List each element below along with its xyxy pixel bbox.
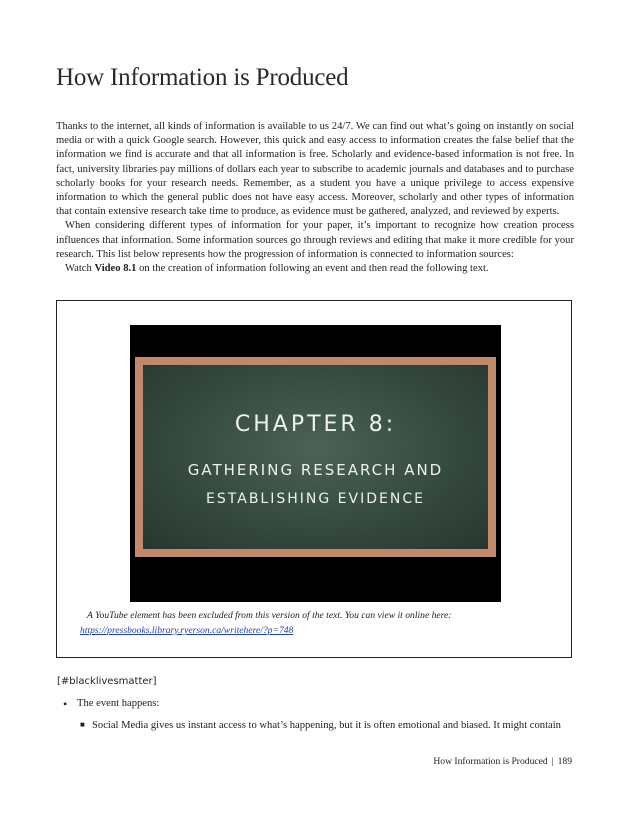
chalkboard-frame <box>135 357 496 557</box>
paragraph-watch <box>56 262 574 276</box>
chalk-line-establishing: ESTABLISHING EVIDENCE <box>206 491 425 507</box>
video-player[interactable] <box>130 325 501 602</box>
embed-caption <box>80 608 557 638</box>
page-footer <box>433 756 572 767</box>
footer-separator: | <box>551 756 554 767</box>
body-text <box>56 120 574 276</box>
paragraph-intro: Thanks to the internet, all kinds of information is available to us 24/7. We can find out what’s going on instantly on social media or with a quick Google search. However, this quick and easy access to information creates the false belief that the information we find is accurate and that all information is free. Scholarly and evidence-based information is not free. In fact, university libraries pay millions of dollars each year to subscribe to academic journals and databases and to purchase scholarly books for your research needs. Remember, as a student you have a unique privilege to access expensive information to which the general public does not have easy access. Moreover, scholarly and other types of information that contain extensive research take time to produce, as evidence must be gathered, analyzed, and reviewed by experts. <box>56 121 574 218</box>
chalk-line-gathering: GATHERING RESEARCH AND <box>187 461 444 479</box>
video-link[interactable]: https://pressbooks.library.ryerson.ca/writehere/?p=748 <box>80 625 294 636</box>
video-reference: Video 8.1 <box>94 263 137 275</box>
watch-suffix: on the creation of information following an event and then read the following text. <box>136 263 489 275</box>
page-number: 189 <box>557 756 572 767</box>
sub-bullet-icon: ■ <box>80 720 85 729</box>
sub-list-item-text: Social Media gives us instant access to what’s happening, but it is often emotional and biased. It might contain <box>92 720 561 731</box>
page-title: How Information is Produced <box>56 64 349 91</box>
chalkboard <box>143 365 488 549</box>
embed-excluded-note: A YouTube element has been excluded from this version of the text. You can view it online here: <box>87 610 452 621</box>
list-item-text: The event happens: <box>77 698 160 709</box>
video-embed-box <box>56 300 572 658</box>
paragraph-considering: When considering different types of information for your paper, it’s important to recognize how creation process influences that information. Some information sources go through reviews and editing that make it more credible for your research. This list below represents how the progression of information is connected to information sources: <box>56 220 574 260</box>
running-title: How Information is Produced <box>433 756 548 767</box>
hashtag-label: [#blacklivesmatter] <box>57 676 157 687</box>
watch-prefix: Watch <box>65 263 95 275</box>
bullet-icon: • <box>63 697 68 711</box>
chalk-chapter-heading: CHAPTER 8: <box>234 412 397 437</box>
